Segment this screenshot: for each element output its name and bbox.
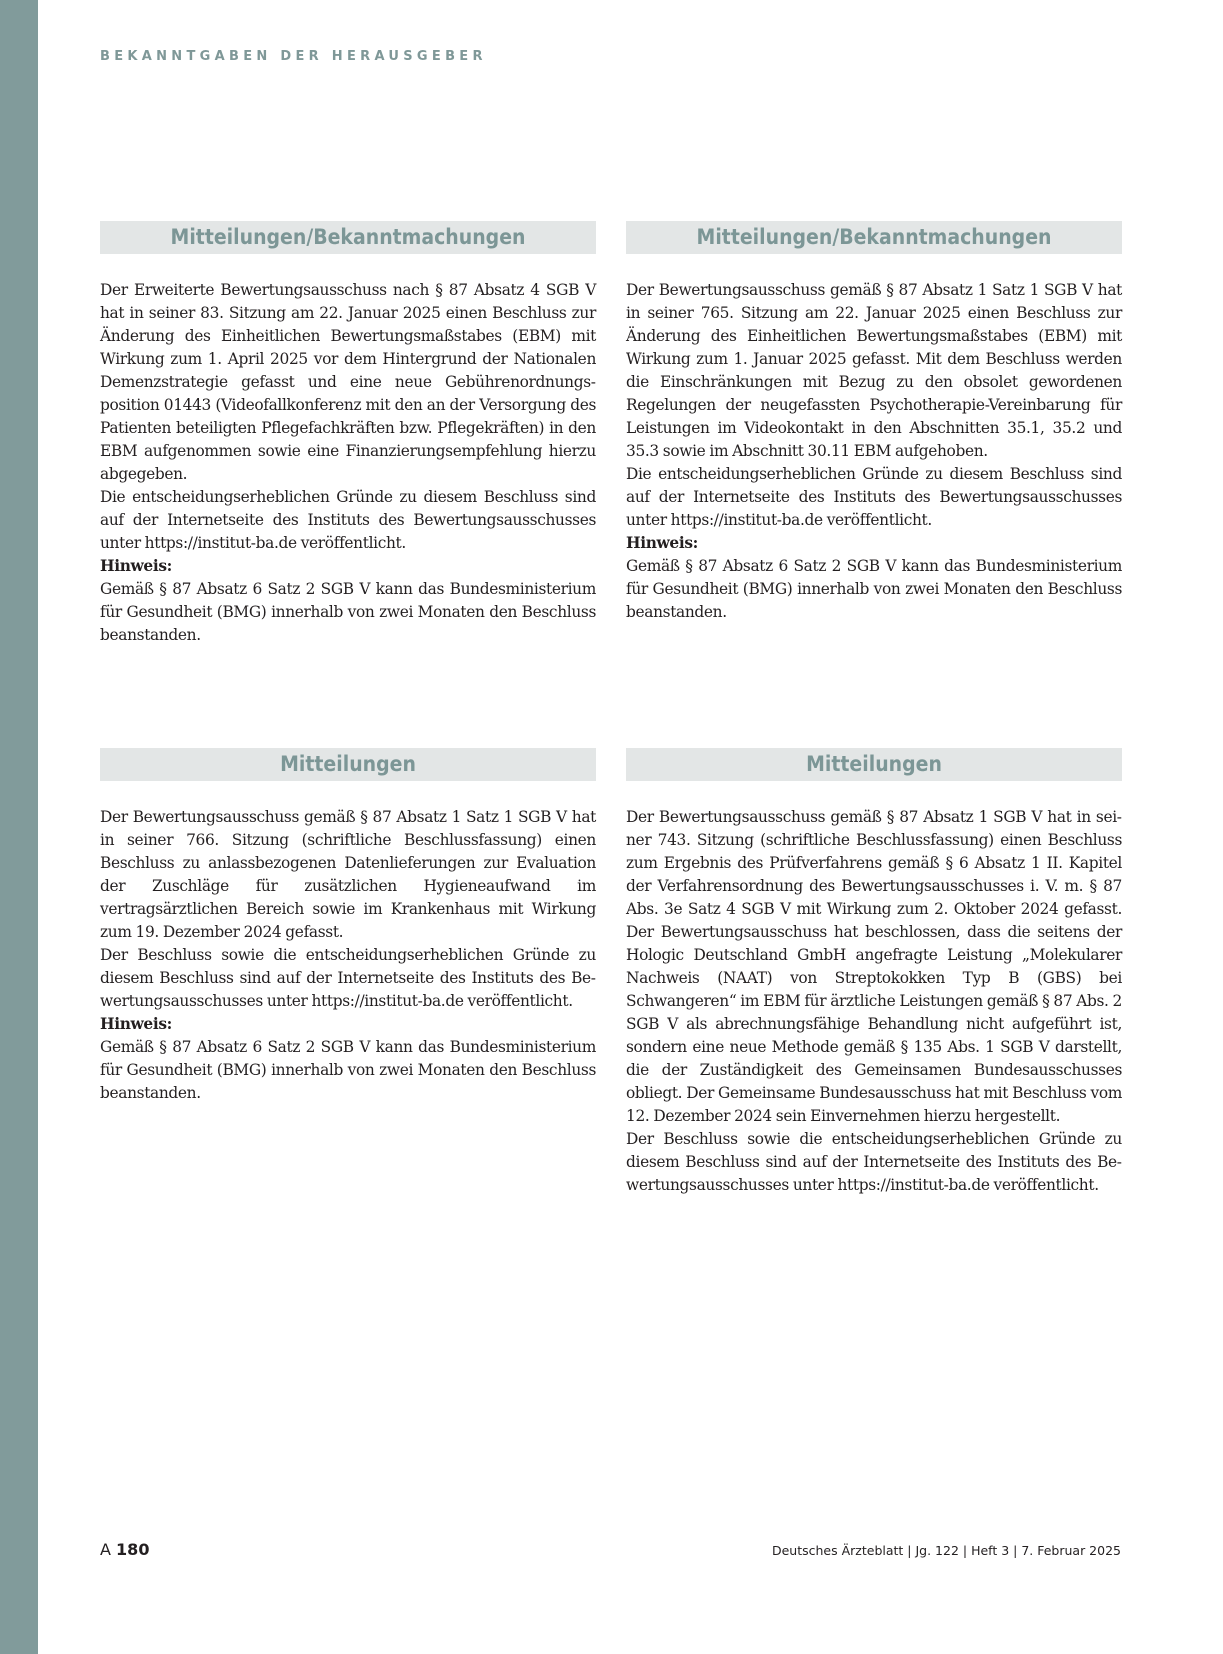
paragraph: Der Beschluss sowie die entscheidungserheblichen Gründe zu diesem Beschluss sind auf der Internetseite des Instituts des Bewertungsausschusses unter https://institut-ba.de veröffentlicht. (626, 1130, 1122, 1194)
paragraph: Der Bewertungsausschuss gemäß § 87 Absatz 1 Satz 1 SGB V hat in seiner 766. Sitzung (schriftliche Beschlussfassung) einen Beschluss zu anlassbezogenen Datenlieferungen zur Evaluation der Zuschläge für zusätzlichen Hygieneaufwand im vertragsärztlichen Bereich sowie im Krankenhaus mit Wirkung zum 19. Dezember 2024 gefasst. (100, 808, 596, 941)
paragraph: Der Bewertungsausschuss gemäß § 87 Absatz 1 SGB V hat in seiner 743. Sitzung (schriftliche Beschlussfassung) einen Beschluss zum Ergebnis des Prüfverfahrens gemäß § 6 Absatz 1 II. Kapitel der Verfahrensordnung des Bewertungsausschusses i. V. m. § 87 Abs. 3e Satz 4 SGB V mit Wirkung zum 2. Oktober 2024 gefasst. Der Bewertungsausschuss hat beschlossen, dass die seitens der Hologic Deutschland GmbH angefragte Leistung „Molekularer Nachweis (NAAT) von Streptokokken Typ B (GBS) bei Schwangeren“ im EBM für ärztliche Leistungen gemäß § 87 Abs. 2 SGB V als abrechnungsfähige Behandlung nicht aufgeführt ist, sondern eine neue Methode gemäß § 135 Abs. 1 SGB V darstellt, die der Zuständigkeit des Gemeinsamen Bundesausschusses obliegt. Der Gemeinsame Bundesausschuss hat mit Beschluss vom 12. Dezember 2024 sein Einvernehmen hierzu hergestellt. (626, 808, 1122, 1125)
announcement-box-2 (626, 221, 1122, 624)
paragraph: Die entscheidungserheblichen Gründe zu diesem Beschluss sind auf der Internetseite des Instituts des Bewertungsausschusses unter https://institut-ba.de veröffentlicht. (100, 488, 596, 552)
hint-label: Hinweis: (100, 557, 173, 575)
hint-text: Gemäß § 87 Absatz 6 Satz 2 SGB V kann das Bundesministerium für Gesundheit (BMG) innerhalb von zwei Monaten den Beschluss beanstanden. (100, 1038, 596, 1102)
section-body (626, 279, 1122, 624)
announcement-box-3 (100, 748, 596, 1105)
section-body (100, 806, 596, 1105)
paragraph: Der Erweiterte Bewertungsausschuss nach § 87 Absatz 4 SGB V hat in seiner 83. Sitzung am 22. Januar 2025 einen Beschluss zur Änderung des Einheitlichen Bewertungsmaßstabes (EBM) mit Wirkung zum 1. April 2025 vor dem Hintergrund der Nationalen Demenzstrategie gefasst und eine neue Gebührenordnungsposition 01443 (Videofallkonferenz mit den an der Versorgung des Patienten beteiligten Pflegefachkräften bzw. Pflegekräften) in den EBM aufgenommen sowie eine Finanzierungsempfehlung hierzu abgegeben. (100, 281, 596, 483)
side-bar (0, 0, 38, 1654)
page-prefix: A (100, 1540, 111, 1559)
paragraph: Der Beschluss sowie die entscheidungserheblichen Gründe zu diesem Beschluss sind auf der Internetseite des Instituts des Bewertungsausschusses unter https://institut-ba.de veröffentlicht. (100, 946, 596, 1010)
page-folio (100, 1540, 149, 1559)
section-title: Mitteilungen (626, 748, 1122, 781)
paragraph: Die entscheidungserheblichen Gründe zu diesem Beschluss sind auf der Internetseite des Instituts des Bewertungsausschusses unter https://institut-ba.de veröffentlicht. (626, 465, 1122, 529)
section-body (100, 279, 596, 647)
running-head: BEKANNTGABEN DER HERAUSGEBER (100, 49, 487, 64)
hint-label: Hinweis: (626, 534, 699, 552)
section-title: Mitteilungen/Bekanntmachungen (626, 221, 1122, 254)
section-title: Mitteilungen/Bekanntmachungen (100, 221, 596, 254)
hint-text: Gemäß § 87 Absatz 6 Satz 2 SGB V kann das Bundesministerium für Gesundheit (BMG) innerhalb von zwei Monaten den Beschluss beanstanden. (626, 557, 1122, 621)
section-body (626, 806, 1122, 1197)
section-title: Mitteilungen (100, 748, 596, 781)
page-number: 180 (116, 1540, 150, 1559)
hint-text: Gemäß § 87 Absatz 6 Satz 2 SGB V kann das Bundesministerium für Gesundheit (BMG) innerhalb von zwei Monaten den Beschluss beanstanden. (100, 580, 596, 644)
journal-citation: Deutsches Ärzteblatt | Jg. 122 | Heft 3 | 7. Februar 2025 (771, 1543, 1121, 1558)
hint-label: Hinweis: (100, 1015, 173, 1033)
announcement-box-4 (626, 748, 1122, 1197)
announcement-box-1 (100, 221, 596, 647)
paragraph: Der Bewertungsausschuss gemäß § 87 Absatz 1 Satz 1 SGB V hat in seiner 765. Sitzung am 22. Januar 2025 einen Beschluss zur Änderung des Einheitlichen Bewertungsmaßstabes (EBM) mit Wirkung zum 1. Januar 2025 gefasst. Mit dem Beschluss werden die Einschränkungen mit Bezug zu den obsolet gewordenen Regelungen der neugefassten Psychotherapie-Vereinbarung für Leistungen im Videokontakt in den Abschnitten 35.1, 35.2 und 35.3 sowie im Abschnitt 30.11 EBM aufgehoben. (626, 281, 1122, 460)
